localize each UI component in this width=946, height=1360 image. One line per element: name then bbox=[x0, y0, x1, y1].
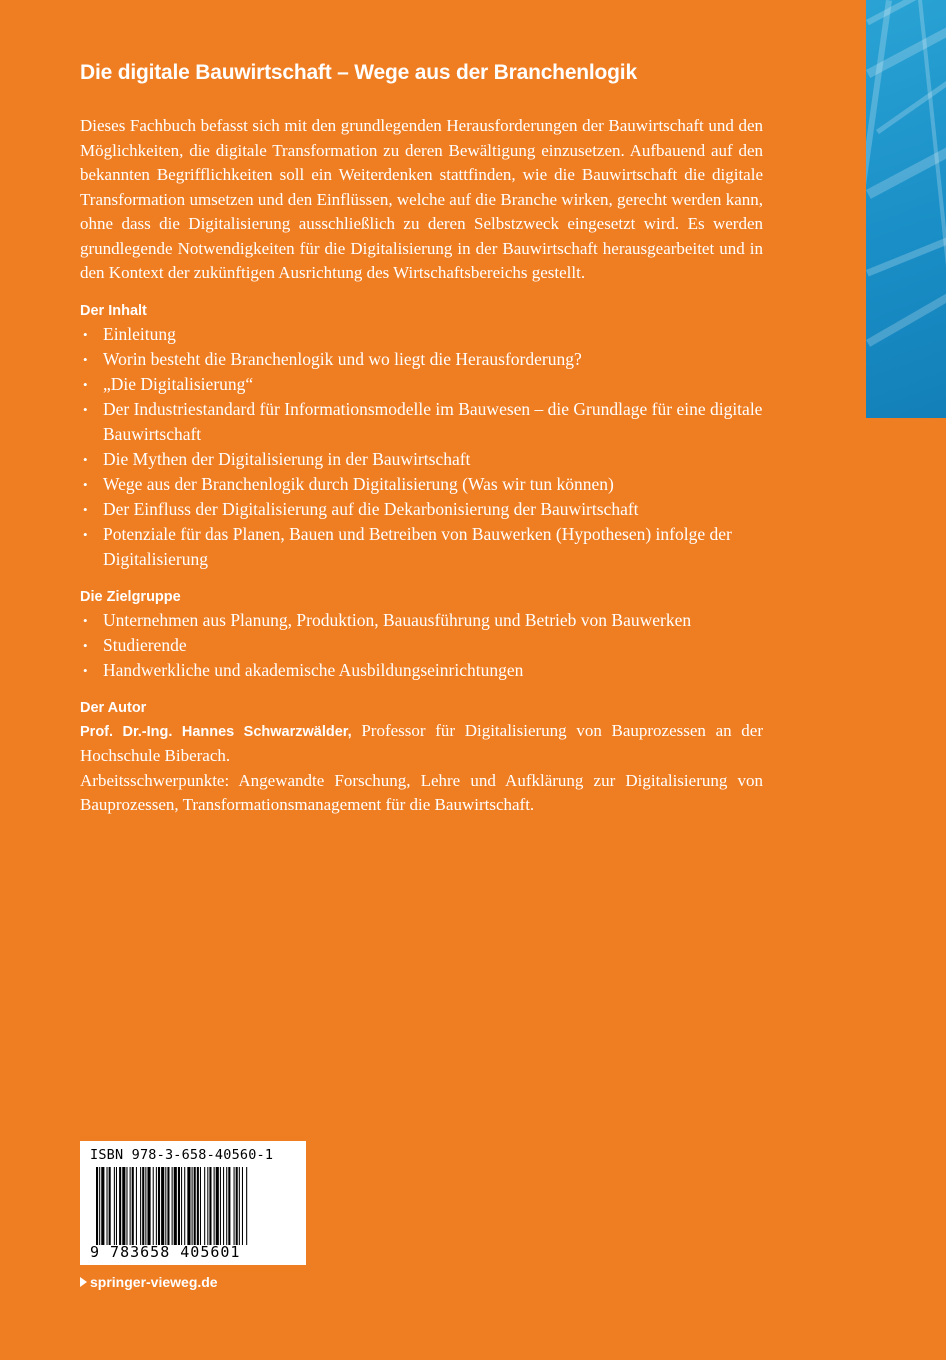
back-cover-text bbox=[80, 56, 763, 818]
barcode-bar bbox=[119, 1167, 121, 1245]
cover-image-strip bbox=[866, 0, 946, 418]
barcode-bar bbox=[114, 1167, 115, 1245]
publisher-url: springer-vieweg.de bbox=[90, 1274, 218, 1290]
bullet-icon: • bbox=[83, 401, 88, 417]
book-title: Die digitale Bauwirtschaft – Wege aus der Branchenlogik bbox=[80, 61, 637, 84]
barcode-bar bbox=[226, 1167, 227, 1245]
barcode-bar bbox=[242, 1167, 243, 1245]
bullet-icon: • bbox=[83, 637, 88, 653]
list-item: • Handwerkliche und akademische Ausbildungseinrichtungen bbox=[80, 658, 763, 683]
isbn-label: ISBN 978-3-658-40560-1 bbox=[90, 1147, 274, 1163]
list-item: • „Die Digitalisierung“ bbox=[80, 372, 763, 397]
barcode-bar bbox=[126, 1167, 127, 1245]
barcode-bar bbox=[194, 1167, 196, 1245]
author-focus: Arbeitsschwerpunkte: Angewandte Forschung, Lehre und Aufklärung zur Digitalisierung von Bauprozessen, Transformationsmanagement für die Bauwirtschaft. bbox=[80, 770, 763, 814]
author-description: Professor für Digitalisierung von Bauprozessen an der Hochschule Biberach. bbox=[80, 720, 763, 765]
barcode-bar bbox=[116, 1167, 117, 1245]
barcode-bar bbox=[145, 1167, 146, 1245]
barcode-bar bbox=[158, 1167, 160, 1245]
barcode-bar bbox=[130, 1167, 131, 1245]
barcode-bar bbox=[174, 1167, 177, 1245]
barcode-bar bbox=[200, 1167, 201, 1245]
contents-list bbox=[80, 322, 763, 572]
barcode-bar bbox=[197, 1167, 199, 1245]
list-item: • Worin besteht die Branchenlogik und wo liegt die Herausforderung? bbox=[80, 347, 763, 372]
barcode-bar bbox=[184, 1167, 185, 1245]
barcode-bar bbox=[101, 1167, 104, 1245]
barcode-bar bbox=[147, 1167, 150, 1245]
author-name: Prof. Dr.-Ing. Hannes Schwarzwälder, bbox=[80, 723, 352, 740]
bullet-icon: • bbox=[83, 526, 88, 542]
barcode-bar bbox=[156, 1167, 157, 1245]
bullet-icon: • bbox=[83, 612, 88, 628]
barcode-bar bbox=[142, 1167, 144, 1245]
bullet-icon: • bbox=[83, 662, 88, 678]
barcode-bar bbox=[109, 1167, 111, 1245]
barcode-bar bbox=[187, 1167, 190, 1245]
author-bio bbox=[80, 719, 763, 769]
barcode-bar bbox=[167, 1167, 169, 1245]
isbn-barcode bbox=[80, 1141, 306, 1265]
barcode-bar bbox=[209, 1167, 211, 1245]
audience-heading: Die Zielgruppe bbox=[80, 588, 181, 605]
barcode-bar bbox=[228, 1167, 230, 1245]
barcode-bar bbox=[132, 1167, 134, 1245]
barcode-bars bbox=[90, 1167, 296, 1245]
barcode-bar bbox=[181, 1167, 182, 1245]
list-item: • Einleitung bbox=[80, 322, 763, 347]
list-item: • Studierende bbox=[80, 633, 763, 658]
list-item: • Der Industriestandard für Informationsmodelle im Bauwesen – die Grundlage für eine digitale Bauwirtschaft bbox=[83, 398, 763, 444]
barcode-bar bbox=[204, 1167, 205, 1245]
bullet-icon: • bbox=[83, 326, 88, 342]
barcode-bar bbox=[220, 1167, 221, 1245]
barcode-bar bbox=[136, 1167, 137, 1245]
barcode-bar bbox=[214, 1167, 215, 1245]
list-item: • Wege aus der Branchenlogik durch Digitalisierung (Was wir tun können) bbox=[80, 472, 763, 497]
barcode-bar bbox=[192, 1167, 193, 1245]
author-heading: Der Autor bbox=[80, 699, 147, 716]
list-item: • Unternehmen aus Planung, Produktion, Bauausführung und Betrieb von Bauwerken bbox=[80, 608, 763, 633]
barcode-bar bbox=[236, 1167, 238, 1245]
barcode-bar bbox=[96, 1167, 98, 1245]
bullet-icon: • bbox=[83, 476, 88, 492]
barcode-bar bbox=[172, 1167, 173, 1245]
barcode-bar bbox=[234, 1167, 235, 1245]
barcode-bar bbox=[153, 1167, 154, 1245]
publisher-link[interactable] bbox=[80, 1272, 218, 1292]
audience-list bbox=[80, 608, 763, 683]
barcode-bar bbox=[122, 1167, 125, 1245]
barcode-bar bbox=[107, 1167, 108, 1245]
bullet-icon: • bbox=[83, 451, 88, 467]
barcode-digits: 9 783658 405601 bbox=[90, 1243, 241, 1261]
bullet-icon: • bbox=[83, 351, 88, 367]
barcode-bar bbox=[161, 1167, 164, 1245]
barcode-bar bbox=[140, 1167, 141, 1245]
contents-heading: Der Inhalt bbox=[80, 302, 147, 319]
barcode-bar bbox=[239, 1167, 240, 1245]
barcode-bar bbox=[207, 1167, 208, 1245]
barcode-bar bbox=[99, 1167, 100, 1245]
list-item: • Potenziale für das Planen, Bauen und Betreiben von Bauwerken (Hypothesen) infolge der Digitalisierung bbox=[83, 523, 732, 569]
list-item: • Der Einfluss der Digitalisierung auf die Dekarbonisierung der Bauwirtschaft bbox=[80, 497, 763, 522]
barcode-bar bbox=[216, 1167, 219, 1245]
barcode-bar bbox=[178, 1167, 180, 1245]
barcode-bar bbox=[165, 1167, 166, 1245]
intro-paragraph: Dieses Fachbuch befasst sich mit den grundlegenden Herausforderungen der Bauwirtschaft und den Möglichkeiten, die digitale Transformation zu deren Bewältigung einzusetzen. Aufbauend auf den bekannten Begrifflichkeiten soll ein Weiterdenken stattfinden, wie die Bauwirtschaft die digitale Transformation umsetzen und den Einflüssen, welche auf die Branche wirken, gerecht werden kann, ohne dass die Digitalisierung ausschließlich zu deren Selbstzweck eingesetzt wird. Es werden grundlegende Notwendigkeiten für die Digitalisierung in der Bauwirtschaft herausgearbeitet und in den Kontext der zukünftigen Ausrichtung des Wirtschaftsbereichs gestellt. bbox=[80, 116, 763, 282]
barcode-bar bbox=[223, 1167, 224, 1245]
arrow-right-icon bbox=[80, 1277, 87, 1287]
list-item: • Die Mythen der Digitalisierung in der Bauwirtschaft bbox=[80, 447, 763, 472]
barcode-bar bbox=[246, 1167, 247, 1245]
bullet-icon: • bbox=[83, 376, 88, 392]
bullet-icon: • bbox=[83, 501, 88, 517]
